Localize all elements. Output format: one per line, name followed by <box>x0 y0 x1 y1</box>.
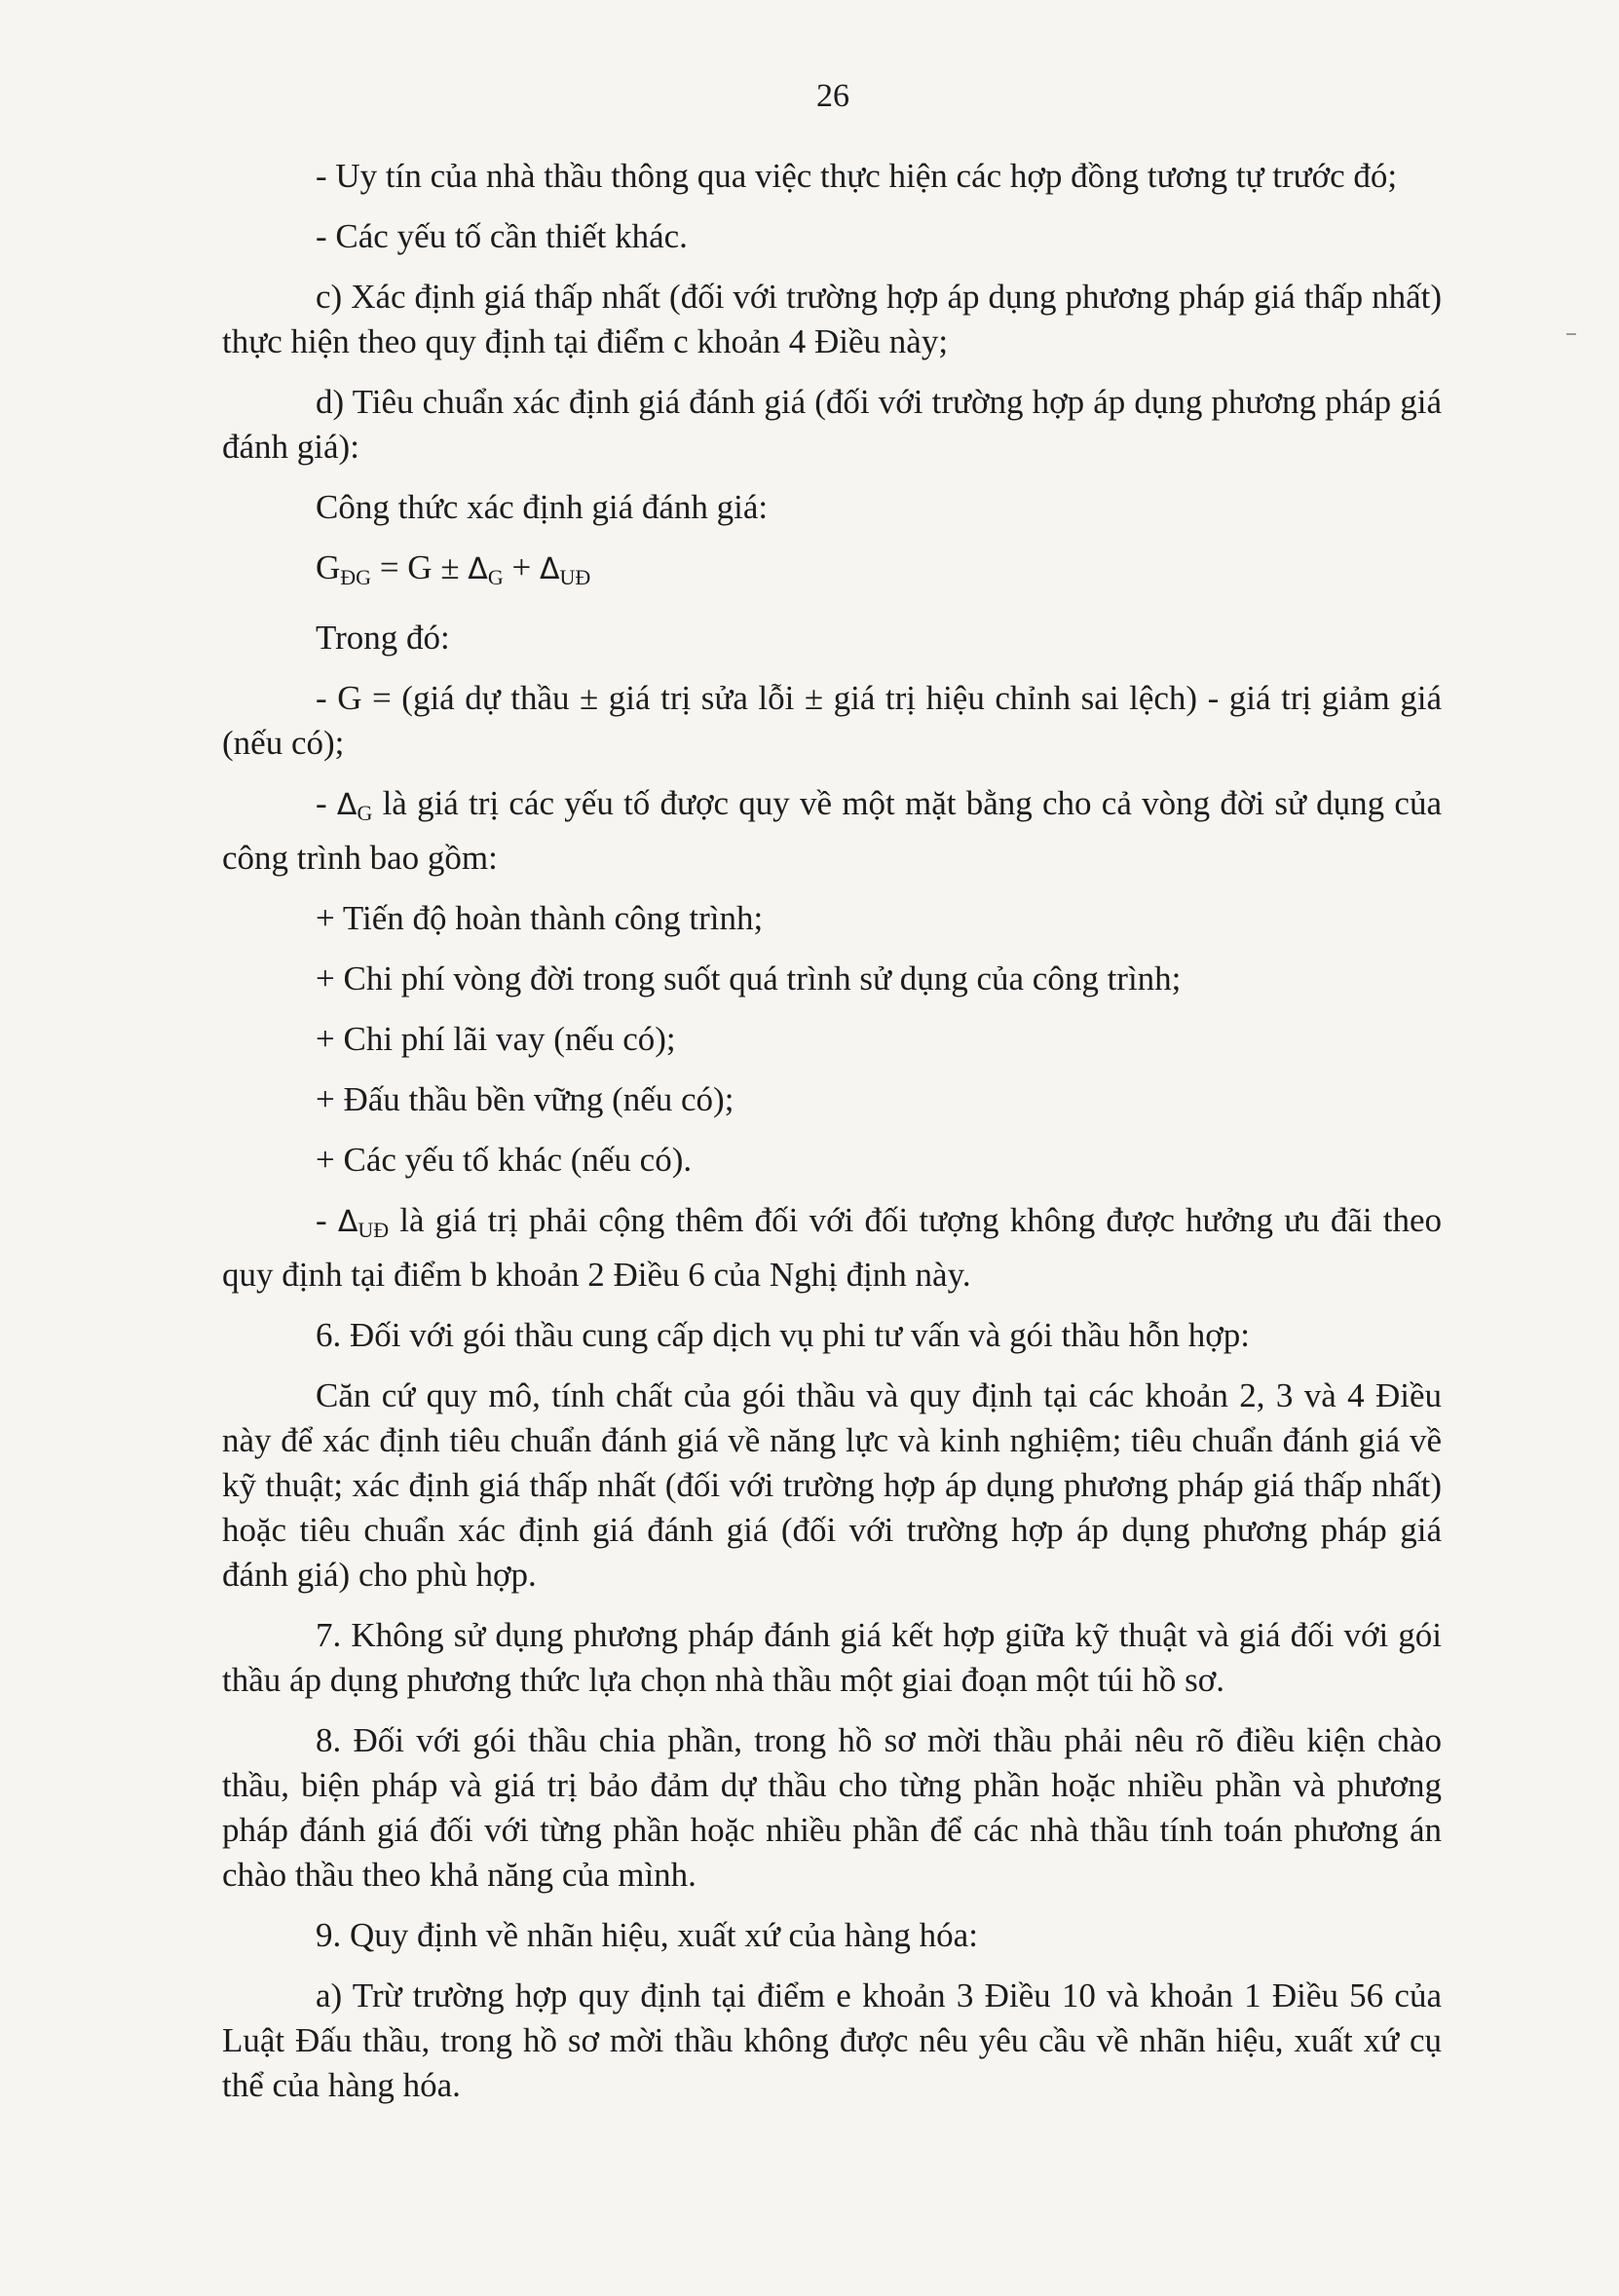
paragraph-section-9: 9. Quy định về nhãn hiệu, xuất xứ của hàng hóa: <box>316 1916 978 1954</box>
formula-term2-sub: UĐ <box>559 565 591 589</box>
delta-g-symbol: Δ <box>336 788 358 822</box>
paragraph-formula-intro: Công thức xác định giá đánh giá: <box>316 488 769 526</box>
formula-lhs-sub: ĐG <box>340 565 372 589</box>
formula-delta-2: Δ <box>539 552 560 586</box>
paragraph-lowest-price: c) Xác định giá thấp nhất (đối với trường hợp áp dụng phương pháp giá thấp nhất) thực hiện theo quy định tại điểm c khoản 4 Điều này; <box>222 278 1442 360</box>
list-item: + Các yếu tố khác (nếu có). <box>316 1141 693 1179</box>
delta-ud-prefix: - <box>316 1201 338 1239</box>
paragraph-g-definition: - G = (giá dự thầu ± giá trị sửa lỗi ± giá trị hiệu chỉnh sai lệch) - giá trị giảm giá (nếu có); <box>222 679 1442 762</box>
list-item: + Chi phí lãi vay (nếu có); <box>316 1020 676 1058</box>
delta-g-sub: G <box>357 801 373 825</box>
paragraph-section-6: 6. Đối với gói thầu cung cấp dịch vụ phi tư vấn và gói thầu hỗn hợp: <box>316 1316 1251 1354</box>
formula-delta-1: Δ <box>468 552 488 586</box>
delta-g-text: là giá trị các yếu tố được quy về một mặt bằng cho cả vòng đời sử dụng của công trình bao gồm: <box>222 784 1442 877</box>
list-item: + Đấu thầu bền vững (nếu có); <box>316 1080 734 1118</box>
paragraph-section-9a: a) Trừ trường hợp quy định tại điểm e khoản 3 Điều 10 và khoản 1 Điều 56 của Luật Đấu thầu, trong hồ sơ mời thầu không được nêu yêu cầu về nhãn hiệu, xuất xứ cụ thể của hàng hóa. <box>222 1976 1442 2104</box>
paragraph-where: Trong đó: <box>316 619 450 657</box>
formula-eq: = G ± <box>371 548 469 586</box>
list-item: + Tiến độ hoàn thành công trình; <box>316 899 764 937</box>
delta-g-prefix: - <box>316 784 337 822</box>
paragraph-section-8: 8. Đối với gói thầu chia phần, trong hồ sơ mời thầu phải nêu rõ điều kiện chào thầu, biện pháp và giá trị bảo đảm dự thầu cho từng phần hoặc nhiều phần và phương pháp đánh giá đối với từng phần hoặc nhiều phần để các nhà thầu tính toán phương án chào thầu theo khả năng của mình. <box>222 1721 1442 1894</box>
document-body <box>222 154 1442 2124</box>
paragraph-section-6-body: Căn cứ quy mô, tính chất của gói thầu và quy định tại các khoản 2, 3 và 4 Điều này để xác định tiêu chuẩn đánh giá về năng lực và kinh nghiệm; tiêu chuẩn đánh giá về kỹ thuật; xác định giá thấp nhất (đối với trường hợp áp dụng phương pháp giá thấp nhất) hoặc tiêu chuẩn xác định giá đánh giá (đối với trường hợp áp dụng phương pháp giá đánh giá) cho phù hợp. <box>222 1376 1442 1594</box>
delta-ud-text: là giá trị phải cộng thêm đối với đối tượng không được hưởng ưu đãi theo quy định tại điểm b khoản 2 Điều 6 của Nghị định này. <box>222 1201 1443 1294</box>
delta-ud-symbol: Δ <box>337 1205 358 1239</box>
paragraph-delta-ud-definition <box>222 1198 1442 1298</box>
paragraph-evaluated-price-criteria: d) Tiêu chuẩn xác định giá đánh giá (đối với trường hợp áp dụng phương pháp giá đánh giá): <box>222 383 1442 466</box>
scan-margin-mark <box>1566 333 1576 335</box>
paragraph-section-7: 7. Không sử dụng phương pháp đánh giá kết hợp giữa kỹ thuật và giá đối với gói thầu áp dụng phương thức lựa chọn nhà thầu một giai đoạn một túi hồ sơ. <box>222 1616 1442 1699</box>
paragraph-other-factors: - Các yếu tố cần thiết khác. <box>316 217 688 255</box>
delta-ud-sub: UĐ <box>358 1218 390 1242</box>
evaluated-price-formula <box>222 546 1442 600</box>
page-number: 26 <box>816 78 849 114</box>
formula-plus: + <box>503 548 540 586</box>
paragraph-reputation: - Uy tín của nhà thầu thông qua việc thực hiện các hợp đồng tương tự trước đó; <box>316 157 1398 195</box>
list-item: + Chi phí vòng đời trong suốt quá trình sử dụng của công trình; <box>316 960 1182 997</box>
formula-lhs: G <box>316 548 341 586</box>
formula-term1-sub: G <box>487 565 504 589</box>
paragraph-delta-g-definition <box>222 781 1442 881</box>
